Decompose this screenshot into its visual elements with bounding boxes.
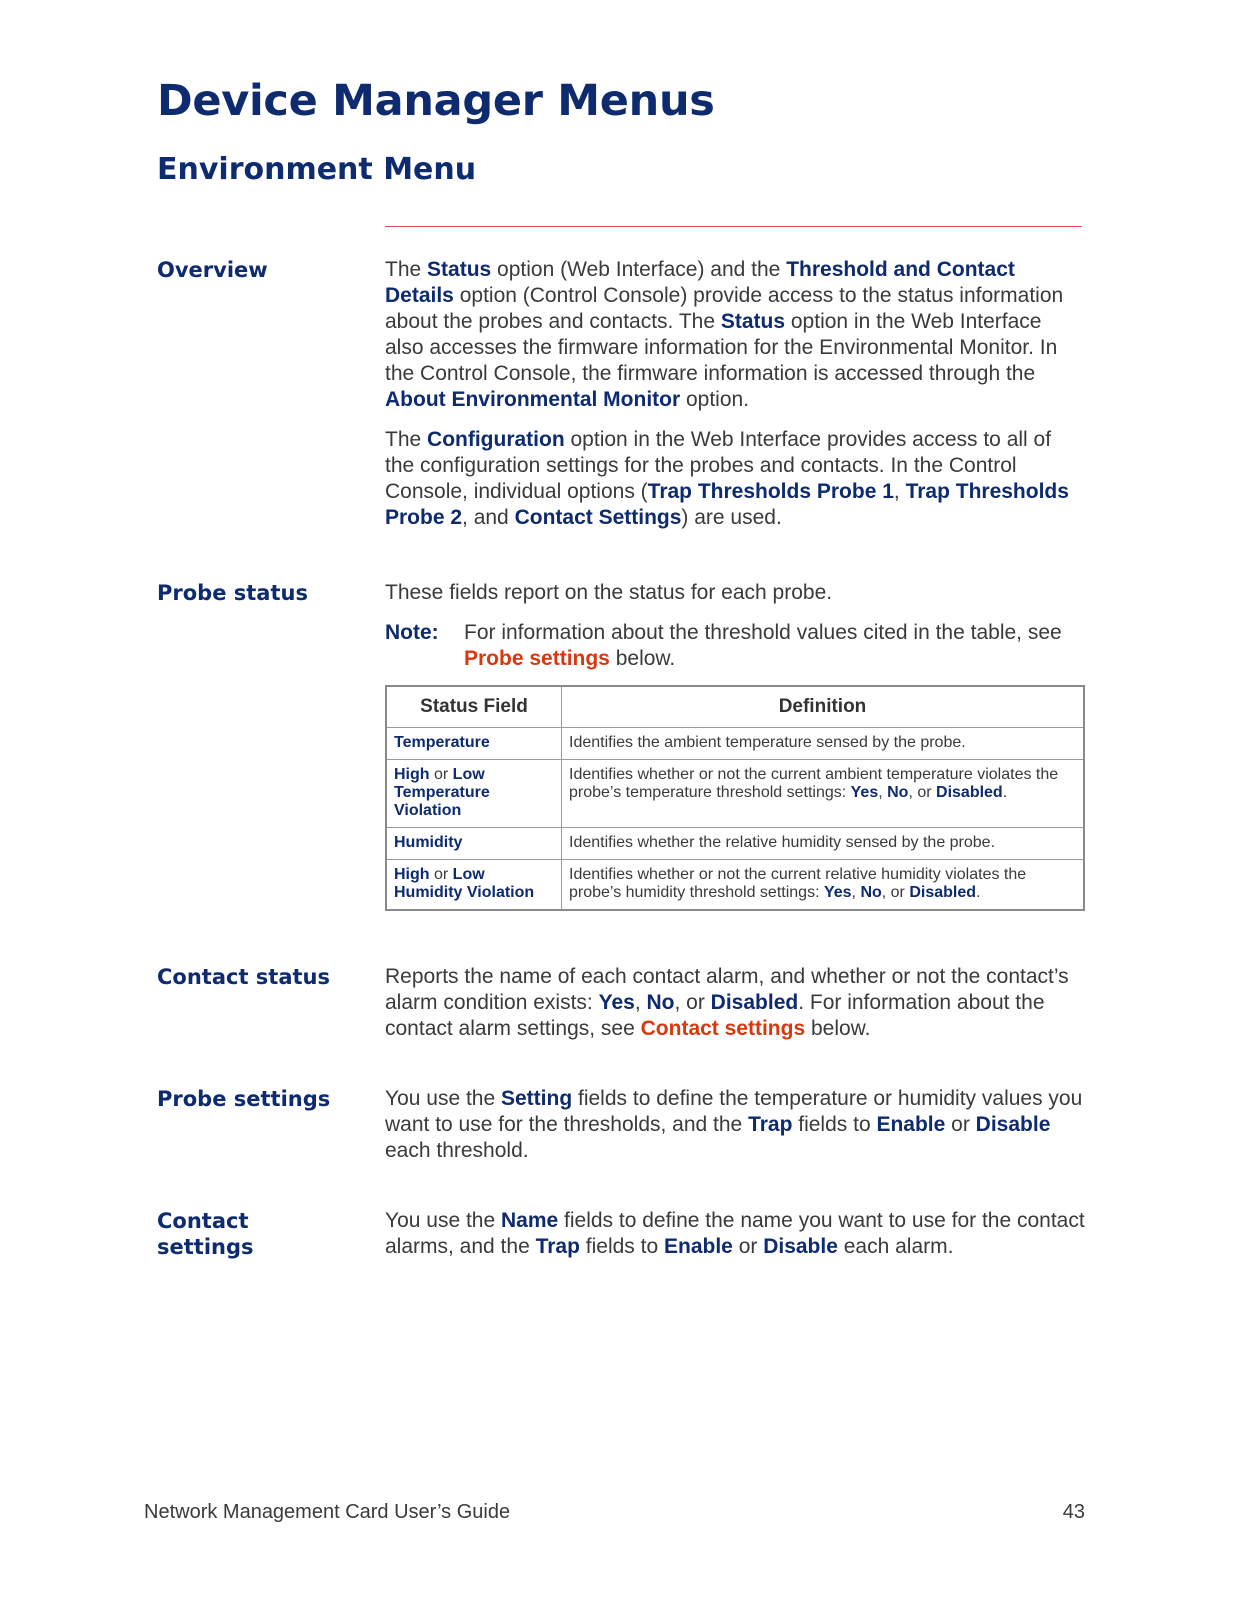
value-yes: Yes [823, 884, 852, 901]
overview-paragraph-1 [385, 257, 1085, 413]
text: . For information about the contact alarm settings, see [385, 991, 1045, 1040]
text: Contact [157, 1209, 249, 1233]
term-disable: Disable [763, 1235, 838, 1258]
overview-label: Overview [157, 258, 268, 282]
value-disabled: Disabled [710, 991, 799, 1014]
section-divider [385, 226, 1082, 227]
text: option. [680, 388, 750, 411]
text: , or [881, 884, 910, 901]
note [385, 620, 1085, 672]
term-disable: Disable [975, 1113, 1051, 1136]
field-high: High [394, 866, 430, 883]
overview-paragraph-2 [385, 427, 1085, 531]
table-row [386, 860, 1084, 911]
definition-cell: Identifies the ambient temperature sensed by the probe. [562, 728, 1085, 760]
status-field-table [385, 685, 1085, 911]
text: fields to define the temperature or humidity values you want to use for the thresholds, and the [385, 1087, 1083, 1136]
field-humidity-violation: Humidity Violation [394, 884, 535, 901]
text: each alarm. [837, 1235, 954, 1258]
term-trap-thresholds-probe-2: Trap Thresholds Probe 2 [385, 480, 1069, 529]
text: each threshold. [385, 1139, 529, 1162]
text: option in the Web Interface provides access to all of the configuration settings for the probes and contacts. In the Control Console, individual options ( [385, 428, 1052, 503]
term-status: Status [427, 258, 492, 281]
probe-settings-body [385, 1086, 1085, 1178]
page-title: Device Manager Menus [157, 76, 715, 126]
text: ) are used. [681, 506, 782, 529]
probe-settings-text [385, 1086, 1085, 1164]
term-threshold-contact-details: Threshold and Contact Details [385, 258, 1015, 307]
field-low: Low [452, 866, 485, 883]
text: option (Control Console) provide access to the status information about the probes and contacts. The [385, 284, 1064, 333]
contact-settings-link[interactable]: Contact settings [640, 1017, 806, 1040]
text: Identifies whether or not the current ambient temperature violates the probe’s temperature threshold settings: [569, 766, 1059, 801]
text: You use the [385, 1209, 501, 1232]
definition-cell: Identifies whether the relative humidity sensed by the probe. [562, 828, 1085, 860]
value-yes: Yes [850, 784, 879, 801]
text: , [893, 480, 906, 503]
probe-settings-label: Probe settings [157, 1087, 331, 1111]
section-title: Environment Menu [157, 152, 477, 187]
text: fields to [579, 1235, 664, 1258]
status-field-cell [386, 760, 562, 828]
text: below. [609, 647, 676, 670]
text: below. [805, 1017, 871, 1040]
text: or [945, 1113, 976, 1136]
text: , [851, 884, 861, 901]
term-enable: Enable [664, 1235, 733, 1258]
text: You use the [385, 1087, 501, 1110]
text: Identifies whether or not the current relative humidity violates the probe’s humidity threshold settings: [569, 866, 1027, 901]
footer-page-number: 43 [1062, 1501, 1085, 1523]
text: or [732, 1235, 764, 1258]
term-name: Name [501, 1209, 559, 1232]
value-yes: Yes [598, 991, 635, 1014]
value-no: No [887, 784, 909, 801]
note-label: Note: [385, 621, 439, 644]
contact-settings-label [157, 1208, 357, 1260]
term-about-environmental-monitor: About Environmental Monitor [385, 388, 681, 411]
table-row [386, 828, 1084, 860]
term-trap: Trap [748, 1113, 793, 1136]
field-temperature: Temperature [394, 734, 490, 751]
text: or [429, 766, 453, 783]
probe-status-label: Probe status [157, 581, 308, 605]
table-header-row [386, 686, 1084, 728]
probe-settings-link[interactable]: Probe settings [464, 647, 610, 670]
term-trap: Trap [535, 1235, 580, 1258]
text: . [1002, 784, 1008, 801]
text: , and [462, 506, 515, 529]
table-row [386, 728, 1084, 760]
text: , or [674, 991, 711, 1014]
status-field-cell [386, 828, 562, 860]
text: , [634, 991, 647, 1014]
term-enable: Enable [876, 1113, 946, 1136]
text: The [385, 428, 428, 451]
term-setting: Setting [501, 1087, 573, 1110]
probe-status-intro: These fields report on the status for each probe. [385, 581, 833, 604]
term-contact-settings: Contact Settings [514, 506, 682, 529]
text: , or [908, 784, 937, 801]
column-header-status-field: Status Field [386, 686, 562, 728]
term-trap-thresholds-probe-1: Trap Thresholds Probe 1 [647, 480, 894, 503]
term-status: Status [720, 310, 786, 333]
column-header-definition: Definition [562, 686, 1085, 728]
probe-status-body [385, 580, 1085, 672]
field-humidity: Humidity [394, 834, 463, 851]
term-configuration: Configuration [427, 428, 565, 451]
text: Reports the name of each contact alarm, and whether or not the contact’s alarm condition exists: [385, 965, 1069, 1014]
contact-status-text [385, 964, 1085, 1042]
text: . [976, 884, 981, 901]
status-field-cell [386, 728, 562, 760]
value-no: No [860, 884, 882, 901]
note-text [464, 620, 1085, 672]
contact-settings-body [385, 1208, 1085, 1274]
text: settings [157, 1235, 254, 1259]
status-field-cell [386, 860, 562, 911]
value-no: No [646, 991, 675, 1014]
field-low: Low [452, 766, 485, 783]
contact-status-label: Contact status [157, 965, 330, 989]
text: fields to define the name you want to use for the contact alarms, and the [385, 1209, 1085, 1258]
field-high: High [394, 766, 430, 783]
table-row [386, 760, 1084, 828]
field-temperature-violation: Temperature Violation [394, 784, 490, 819]
text: option (Web Interface) and the [491, 258, 787, 281]
text: For information about the threshold values cited in the table, see [464, 621, 1062, 644]
contact-settings-text [385, 1208, 1085, 1260]
text: The [385, 258, 428, 281]
overview-body [385, 257, 1085, 545]
value-disabled: Disabled [936, 784, 1003, 801]
footer-guide-title: Network Management Card User’s Guide [144, 1501, 511, 1523]
text: or [429, 866, 453, 883]
value-disabled: Disabled [909, 884, 977, 901]
text: fields to [792, 1113, 877, 1136]
definition-cell [562, 860, 1085, 911]
text: , [878, 784, 888, 801]
definition-cell [562, 760, 1085, 828]
text: option in the Web Interface also accesses the firmware information for the Environmental Monitor. In the Control Console, the firmware information is accessed through the [385, 310, 1058, 385]
contact-status-body [385, 964, 1085, 1056]
